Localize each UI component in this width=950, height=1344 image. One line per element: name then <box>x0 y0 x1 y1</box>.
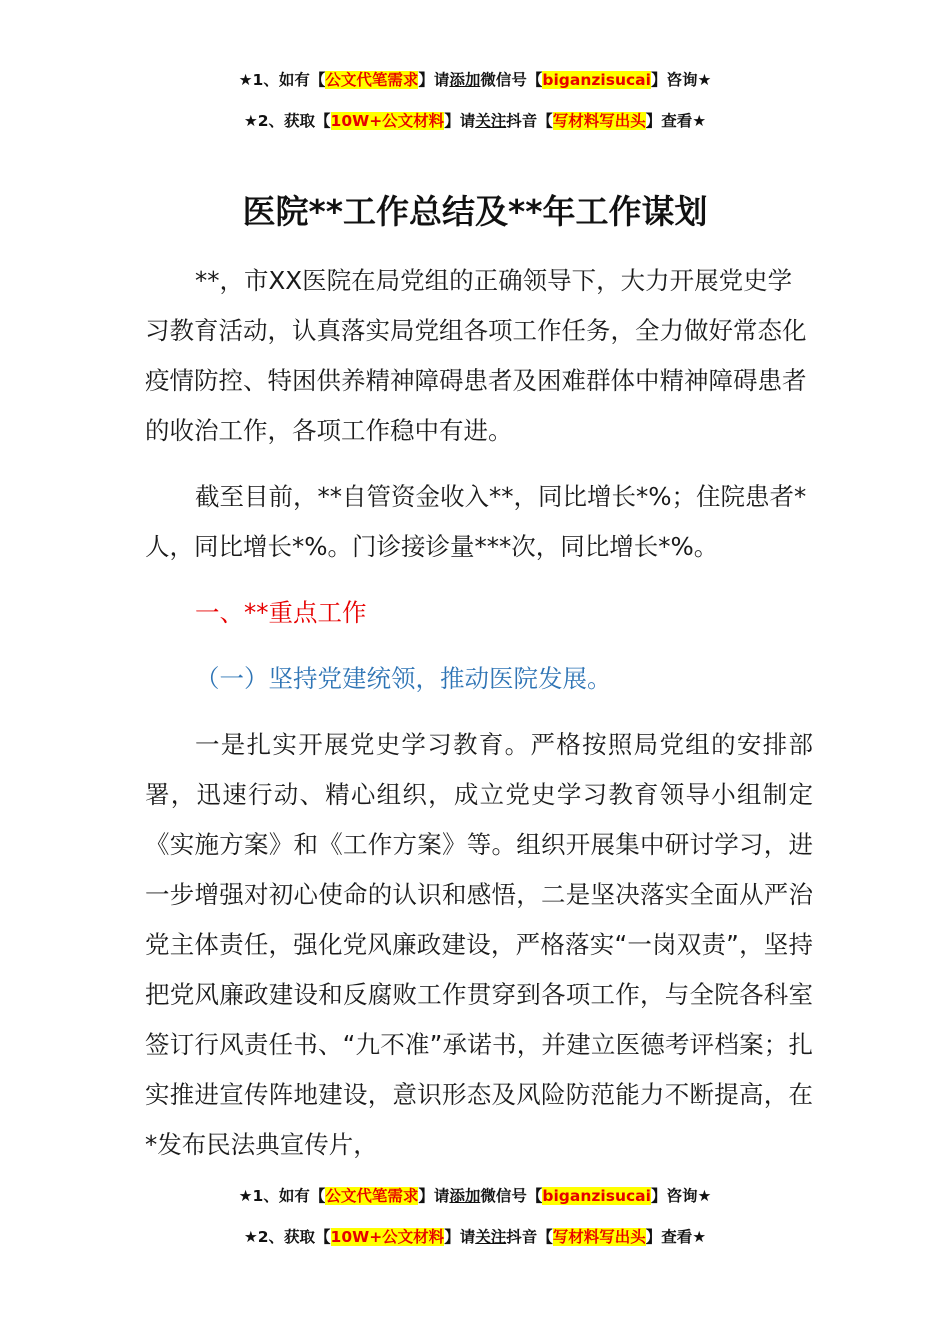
banner-line-2 <box>0 111 950 131</box>
wechat-id: biganzisucai <box>542 71 651 89</box>
document-title: 医院**工作总结及**年工作谋划 <box>242 192 708 231</box>
top-banner <box>0 70 950 131</box>
banner-text: ★2、获取【 <box>243 112 331 130</box>
wechat-id: biganzisucai <box>542 1187 651 1205</box>
banner-text: 】请 <box>418 1187 450 1205</box>
banner-text: 】咨询★ <box>650 71 712 89</box>
banner-highlight: 10W+公文材料 <box>330 1228 445 1246</box>
banner-underlined: 添加 <box>449 71 481 89</box>
banner-text: 】请 <box>444 1228 476 1246</box>
banner-text: ★2、获取【 <box>243 1228 331 1246</box>
douyin-id: 写材料写出头 <box>552 112 646 130</box>
banner-text: 】查看★ <box>645 112 707 130</box>
intro-paragraph: **，市XX医院在局党组的正确领导下，大力开展党史学习教育活动，认真落实局党组各项工作任务，全力做好常态化疫情防控、特困供养精神障碍患者及困难群体中精神障碍患者的收治工作，各项工作稳中有进。 <box>145 266 807 445</box>
banner-text: 】咨询★ <box>650 1187 712 1205</box>
banner-underlined: 添加 <box>449 1187 481 1205</box>
banner-text: 微信号【 <box>480 71 543 89</box>
banner-highlight: 10W+公文材料 <box>330 112 445 130</box>
section-heading: 一、**重点工作 <box>195 598 367 627</box>
banner-text: 抖音【 <box>506 112 553 130</box>
document-body <box>145 256 813 1170</box>
banner-text: 】请 <box>418 71 450 89</box>
douyin-id: 写材料写出头 <box>552 1228 646 1246</box>
banner-line-1 <box>0 1186 950 1206</box>
banner-text: 微信号【 <box>480 1187 543 1205</box>
banner-text: ★1、如有【 <box>238 71 326 89</box>
banner-line-2 <box>0 1227 950 1247</box>
banner-highlight: 公文代笔需求 <box>325 71 419 89</box>
banner-text: 抖音【 <box>506 1228 553 1246</box>
bottom-banner <box>0 1186 950 1247</box>
body-paragraph: 一是扎实开展党史学习教育。严格按照局党组的安排部署，迅速行动、精心组织，成立党史学习教育领导小组制定《实施方案》和《工作方案》等。组织开展集中研讨学习，进一步增强对初心使命的认识和感悟，二是坚决落实全面从严治党主体责任，强化党风廉政建设，严格落实“一岗双责”，坚持把党风廉政建设和反腐败工作贯穿到各项工作，与全院各科室签订行风责任书、“九不准”承诺书，并建立医德考评档案；扎实推进宣传阵地建设，意识形态及风险防范能力不断提高，在*发布民法典宣传片， <box>145 730 813 1159</box>
banner-text: 】请 <box>444 112 476 130</box>
banner-underlined: 关注 <box>475 1228 507 1246</box>
banner-line-1 <box>0 70 950 90</box>
banner-highlight: 公文代笔需求 <box>325 1187 419 1205</box>
banner-underlined: 关注 <box>475 112 507 130</box>
banner-text: 】查看★ <box>645 1228 707 1246</box>
stats-paragraph: 截至目前，**自管资金收入**，同比增长*%；住院患者*人，同比增长*%。门诊接诊量***次，同比增长*%。 <box>145 482 807 561</box>
subsection-heading: （一）坚持党建统领，推动医院发展。 <box>195 664 612 693</box>
banner-text: ★1、如有【 <box>238 1187 326 1205</box>
